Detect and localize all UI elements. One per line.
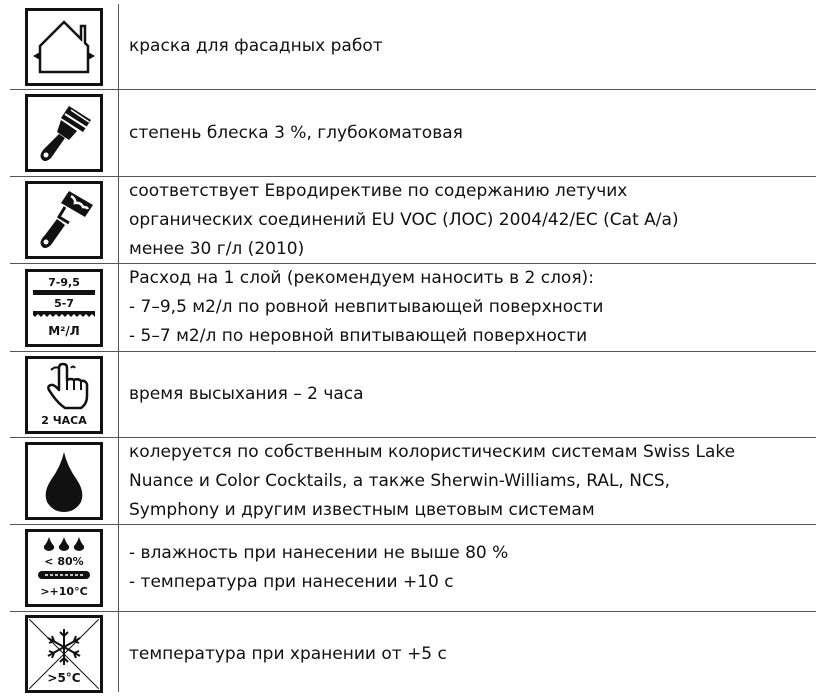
icon-cell [10, 525, 117, 611]
drying-time-label: 2 ЧАСА [40, 413, 87, 427]
temperature-limit: >+10°C [39, 585, 88, 598]
paint-brush-icon [25, 94, 103, 172]
paint-roller-icon [25, 181, 103, 259]
property-line: - 5–7 м2/л по неровной впитывающей поверхности [129, 326, 588, 346]
property-line: степень блеска 3 %, глубокоматовая [129, 122, 463, 143]
property-text [117, 640, 455, 669]
property-row-drying [10, 352, 816, 438]
property-line: органических соединений EU VOC (ЛОС) 2004/42/ЕС (Cat A/a) [129, 209, 679, 230]
coverage-rough-value: 5-7 [53, 296, 74, 310]
property-text [117, 264, 611, 351]
humidity-limit: < 80% [43, 555, 84, 568]
icon-cell [10, 438, 117, 524]
icon-cell [10, 4, 117, 89]
property-text [117, 539, 516, 597]
property-text [117, 380, 372, 409]
property-row-storage [10, 612, 816, 696]
property-line: время высыхания – 2 часа [129, 384, 364, 404]
property-line: Symphony и другим известным цветовым системам [129, 499, 595, 520]
house-facade-icon [25, 8, 103, 86]
icon-cell [10, 177, 117, 263]
property-row-application-conditions [10, 525, 816, 612]
property-row-coverage [10, 264, 816, 352]
icon-cell [10, 264, 117, 351]
property-line: - температура при нанесении +10 с [129, 572, 454, 592]
property-line: краска для фасадных работ [129, 36, 383, 56]
property-line: менее 30 г/л (2010) [129, 238, 305, 259]
humidity-temperature-icon [25, 529, 103, 607]
coverage-unit: М²/Л [47, 323, 80, 338]
property-line: колеруется по собственным колористическим системам Swiss Lake [129, 441, 736, 462]
property-text [117, 438, 743, 525]
touch-dry-icon [25, 356, 103, 434]
property-line: - 7–9,5 м2/л по ровной невпитывающей поверхности [129, 297, 604, 317]
coverage-icon [25, 269, 103, 347]
property-row-voc [10, 177, 816, 264]
property-text [117, 119, 471, 148]
property-line: - влажность при нанесении не выше 80 % [129, 543, 509, 563]
properties-table [10, 4, 816, 696]
icon-cell [10, 90, 117, 176]
storage-temperature-label: >5°C [46, 671, 81, 685]
coverage-smooth-value: 7-9,5 [47, 275, 80, 289]
property-text [117, 32, 391, 61]
property-line: соответствует Евродирективе по содержанию летучих [129, 180, 628, 201]
storage-frost-icon [25, 615, 103, 693]
color-drop-icon [25, 442, 103, 520]
property-line: температура при хранении от +5 с [129, 643, 447, 664]
property-line: Nuance и Color Cocktails, а также Sherwin-Williams, RAL, NCS, [129, 470, 671, 491]
property-line: Расход на 1 слой (рекомендуем наносить в 2 слоя): [129, 268, 594, 288]
property-row-facade [10, 4, 816, 90]
property-row-gloss [10, 90, 816, 177]
property-text [117, 177, 687, 264]
icon-cell [10, 612, 117, 696]
property-row-tinting [10, 438, 816, 525]
icon-cell [10, 352, 117, 437]
